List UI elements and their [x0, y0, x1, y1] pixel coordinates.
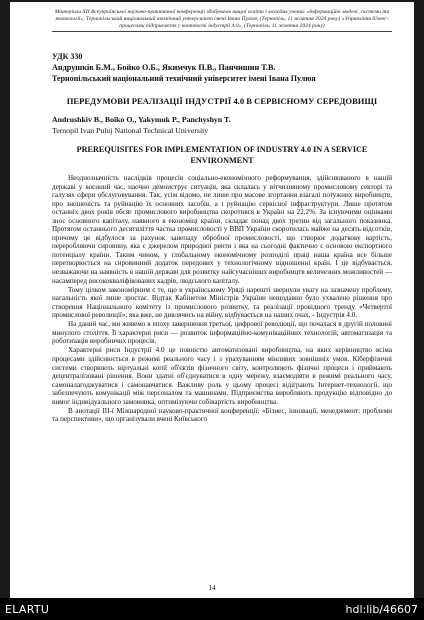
footer-bar [0, 598, 424, 620]
affiliation-en: Ternopil Ivan Puluj National Technical University [52, 126, 209, 135]
document-page [10, 2, 414, 598]
handle-label: hdl:lib/46607 [345, 603, 418, 616]
paragraph: На даний час, ми живемо в епоху завершення третьої, цифрової революції, що почалася в другій половині минулого століття. Її характерні риси — розвиток інформаційно-комунікаційних технологій, автоматизація та роботизація виробничих процесів. [52, 320, 392, 346]
paper-title-en: PREREQUISITES FOR IMPLEMENTATION OF INDUSTRY 4.0 IN A SERVICE ENVIRONMENT [76, 145, 368, 165]
repository-label: ELARTU [5, 603, 50, 616]
authors: Андрушків Б.М., Бойко О.Б., Якимчук П.В., Панчишин Т.В. [52, 63, 276, 72]
page-number: 14 [208, 583, 216, 592]
conference-header: Матеріали XII Всеукраїнської науково-практичної конференції здобувачів вищої освіти і молодих учених «Інформаційні моделі, системи та технології», Тернопільський національний технічний університет імені Івана Пулюя, (Тернопіль, 11 жовтня 2024 року) «Управління бізнес-процесами підприємств у контексті індустрії 4.0», (Тернопіль, 11 жовтня 2024 року) [52, 9, 392, 32]
udk-code: УДК 330 [52, 52, 83, 61]
article-body [52, 174, 392, 424]
affiliation: Тернопільський національний технічний університет імені Івана Пулюя [52, 74, 316, 83]
paragraph: Характерні риси Індустрії 4.0 це повністю автоматизовані виробництва, на яких керівництво всіма процесами здійснюється в режимі реального часу і з урахуванням мінливих зовнішніх умов. Кіберфізичні системи створюють віртуальні копії об'єктів фізичного світу, контролюють фізичні процеси і приймають децентралізовані рішення. Вони здатні об'єднуватися в одну мережу, взаємодіяти в режимі реального часу, самоналагоджуватися і самонавчатися. Важливу роль у цьому процесі відіграють Інтернет-технології, що забезпечують комунікації між персоналом та машинами. Підприємства виробляють продукцію відповідно до вимог індивідуального замовника, оптимізуючи собівартість виробництва. [52, 346, 392, 406]
paragraph: Тому цілком закономірним є те, що в українському Уряді нарешті звернули увагу на зазначену проблему, нагальність якої лише зростає. Відтак Кабінетом Міністрів України нещодавно було ухвалено рішення про створення Національного комітету із промислового розвитку, та реалізації провідного тренду «Четвертої промислової революції», яка вже, не дивлячись на війну, відбувається на наших очах, - Індустрія 4.0. [52, 285, 392, 320]
paper-title: ПЕРЕДУМОВИ РЕАЛІЗАЦІЇ ІНДУСТРІЇ 4.0 В СЕРВІСНОМУ СЕРЕДОВИЩІ [66, 96, 378, 106]
paragraph: Неоднозначність наслідків процесів соціально-економічного реформування, здійснюваного в нашій державі у воєнний час, наочно демонструє ситуація, яка склалась у вітчизняному промисловому секторі та галузях сфери обслуговування. Так, усім відомо, не лише про масове згортання взагалі потужних виробництв, про зношеність та руйнацію їх основних засобів, а і руйнацію сервісної інфраструктури. Лише протягом останніх двох років обсяг промислового виробництва скоротився в Україні на 22,2%. За існуючими оцінками знос основного капіталу, наявного в економіці країни, складає понад двох третин від загального показника. Протягом останнього десятиліття частка промисловості у ВВП України скоротилась майже на десять відсотків, причому це відбулося за рахунок занепаду обробної промисловості, що створює додаткову вартість, переробляючи сировину, яка є джерелом природної ренти і яка на сьогодні фактично є основою експортного потенціалу країни. Таким чином, у глобальному економічному розподілі праці наша країна все більше перетворюється на сировинний додаток передових у технологічному відношенні країн. І це відбувається, незважаючи на наявність в нашій державі для розвитку найсучасніших виробництв величезних можливостей — насамперед висококваліфікованих кадрів, людського капіталу. [52, 174, 392, 285]
paragraph: В анотації III-ї Міжнародної науково-практичної конференції: «Бізнес, інновації, менеджмент: проблеми та перспективи», що організували вчені Київського [52, 406, 392, 424]
authors-en: Andrushkiv B., Boiko O., Yakymuk P., Panchyshyn T. [52, 115, 231, 124]
